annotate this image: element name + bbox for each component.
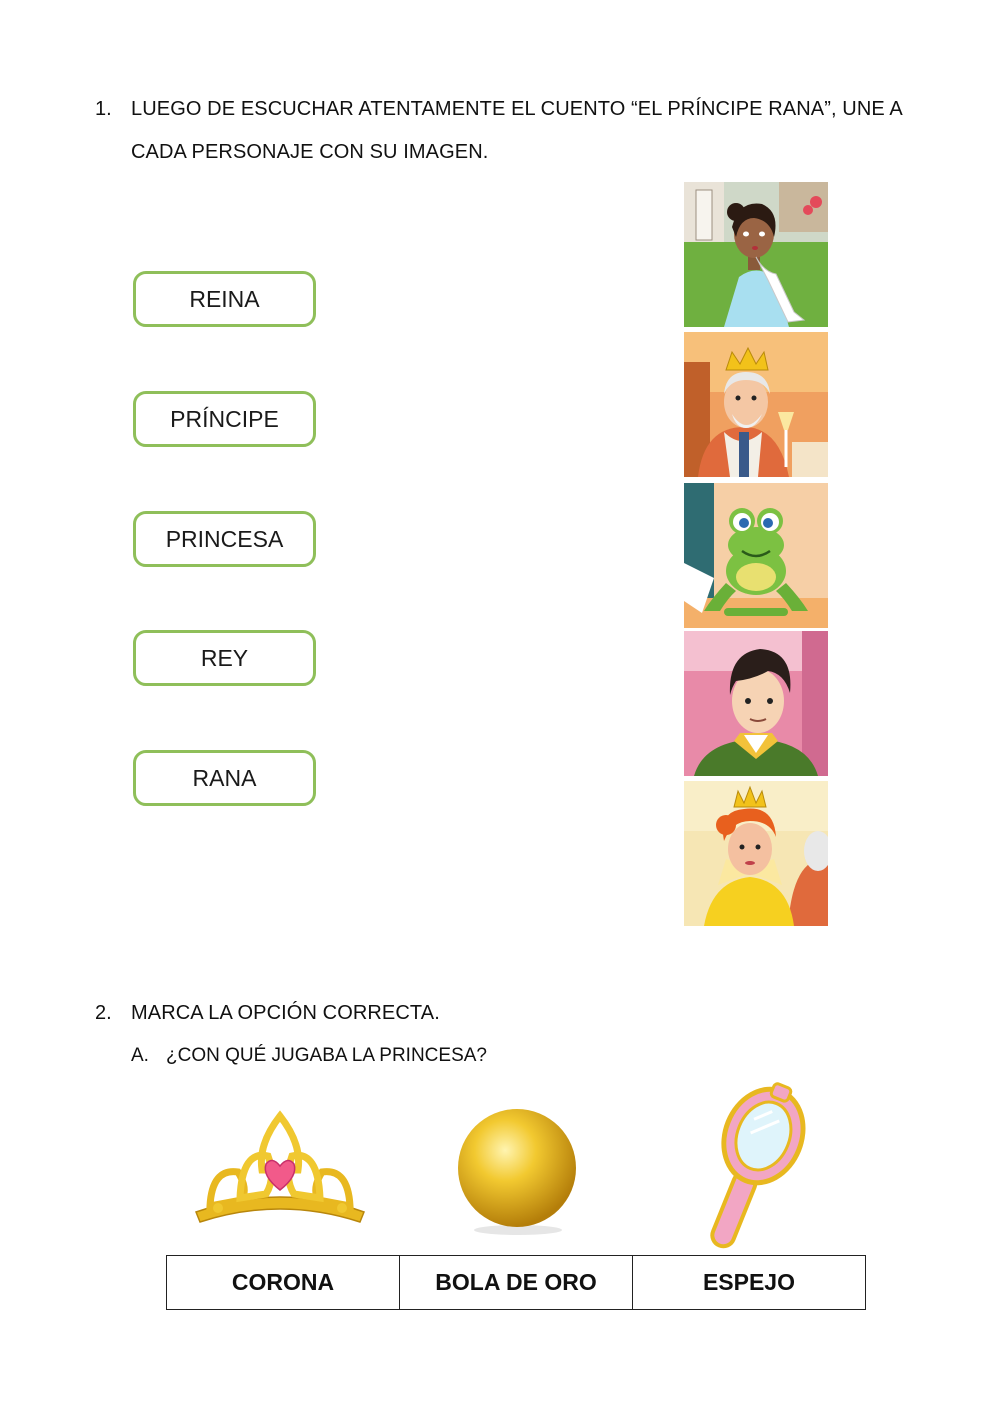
question-2a-letter: A. xyxy=(131,1045,149,1066)
option-corona[interactable]: CORONA xyxy=(167,1256,400,1310)
question-1-line-2: CADA PERSONAJE CON SU IMAGEN. xyxy=(131,141,489,163)
golden-ball-icon xyxy=(455,1106,580,1236)
option-espejo[interactable]: ESPEJO xyxy=(632,1256,865,1310)
question-1-number: 1. xyxy=(95,98,112,120)
hand-mirror-icon xyxy=(690,1078,815,1256)
question-1-text xyxy=(131,88,911,174)
question-2a-text: ¿CON QUÉ JUGABA LA PRINCESA? xyxy=(166,1045,487,1066)
label-principe[interactable]: PRÍNCIPE xyxy=(133,391,316,447)
tiara-icon xyxy=(190,1110,370,1230)
frog-picture[interactable] xyxy=(684,483,828,628)
options-table xyxy=(166,1255,866,1310)
question-2-text: MARCA LA OPCIÓN CORRECTA. xyxy=(131,1002,440,1024)
label-rana[interactable]: RANA xyxy=(133,750,316,806)
label-rey[interactable]: REY xyxy=(133,630,316,686)
question-1-line-1: LUEGO DE ESCUCHAR ATENTAMENTE EL CUENTO “EL PRÍNCIPE RANA”, UNE A xyxy=(131,98,903,120)
queen-picture[interactable] xyxy=(684,781,828,926)
label-princesa[interactable]: PRINCESA xyxy=(133,511,316,567)
prince-picture[interactable] xyxy=(684,631,828,776)
label-reina[interactable]: REINA xyxy=(133,271,316,327)
princess-picture[interactable] xyxy=(684,182,828,327)
option-bola-de-oro[interactable]: BOLA DE ORO xyxy=(400,1256,633,1310)
king-picture[interactable] xyxy=(684,332,828,477)
question-2-number: 2. xyxy=(95,1002,112,1024)
